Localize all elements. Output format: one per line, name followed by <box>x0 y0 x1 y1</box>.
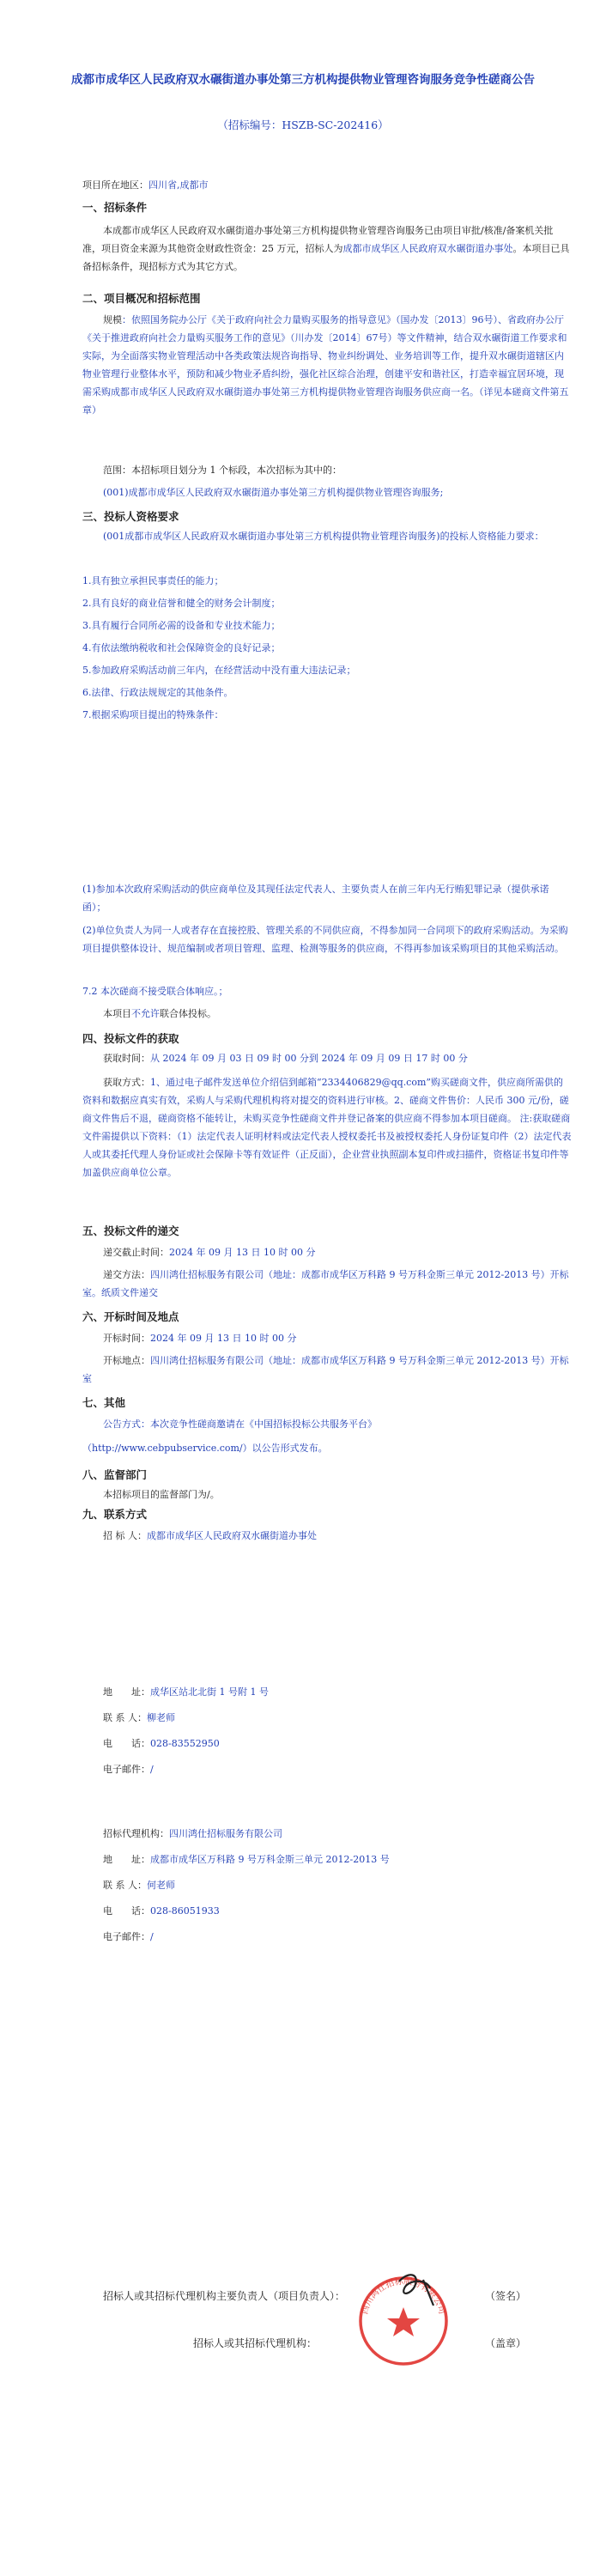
scale-text: ：依照国务院办公厅《关于政府向社会力量购买服务的指导意见》（国办发〔2013〕96号）、省政府办公厅《关于推进政府向社会力量购买服务工作的意见》（川办发〔2014〕67号）等文件精神，结合双水碾街道工作要求和实际，为全面落实物业管理活动中各类政策法规咨询指导、物业纠纷调处、业务培训等工作，提升双水碾街道辖区内物业管理行业整体水平，预防和减少物业矛盾纠纷，强化社区综合治理，创建平安和谐社区，打造幸福宜居环境，现需采购成都市成华区人民政府双水碾街道办事处第三方机构提供物业管理咨询服务供应商一名。（详见本磋商文件第五章） <box>82 314 569 416</box>
consortium-line <box>103 1005 216 1024</box>
obtain-method-label: 获取方式： <box>103 1077 150 1088</box>
tenderer-email <box>103 1760 154 1779</box>
agent-tel-label: 电 话： <box>103 1905 150 1917</box>
agent-tel-value: 028-86051933 <box>150 1905 220 1917</box>
agent-address <box>103 1850 390 1869</box>
agent-line <box>103 1825 282 1844</box>
section-3-heading: 三、投标人资格要求 <box>82 510 179 523</box>
company-seal-icon <box>348 2263 459 2374</box>
agent-addr-label: 地 址： <box>103 1854 150 1865</box>
req-item-2: 2.具有良好的商业信誉和健全的财务会计制度； <box>82 598 281 609</box>
special-req-2: (2)单位负责人为同一人或者存在直接控股、管理关系的不同供应商，不得参加同一合同项下的政府采购活动。为采购项目提供整体设计、规范编制或者项目管理、监理、检测等服务的供应商，不得再参加该采购项目的其他采购活动。 <box>82 925 568 954</box>
agent-email-value: / <box>150 1931 154 1942</box>
tenderer-value: 成都市成华区人民政府双水碾街道办事处 <box>147 1530 317 1541</box>
section-5-heading: 五、投标文件的递交 <box>82 1224 179 1237</box>
media-label: 公告方式 <box>103 1419 141 1430</box>
announce-media <box>103 1415 377 1434</box>
obtain-time <box>103 1049 468 1068</box>
tel-label: 电 话： <box>103 1738 150 1749</box>
media-text: ：本次竞争性磋商邀请在《中国招标投标公共服务平台》 <box>141 1419 377 1430</box>
tenderer-line <box>103 1527 317 1546</box>
agent-value: 四川鸿仕招标服务有限公司 <box>169 1828 282 1839</box>
section-2-lot: (001)成都市成华区人民政府双水碾街道办事处第三方机构提供物业管理咨询服务; <box>103 487 444 498</box>
signature-suffix: （签名） <box>485 2290 527 2302</box>
s1-body-c: 。本项目已具备招标条件，现招标方式为其它方式。 <box>82 243 570 272</box>
seal-line: 招标人或其招标代理机构： <box>193 2337 318 2349</box>
addr-label: 地 址： <box>103 1686 150 1698</box>
open-time-value: 2024 年 09 月 13 日 10 时 00 分 <box>150 1333 297 1344</box>
special-req-1: (1)参加本次政府采购活动的供应商单位及其现任法定代表人、主要负责人在前三年内无行贿犯罪记录（提供承诺函）； <box>82 884 549 913</box>
open-place <box>82 1352 572 1388</box>
obtain-method <box>82 1073 572 1182</box>
open-place-label: 开标地点： <box>103 1355 150 1366</box>
submit-deadline-value: 2024 年 09 月 13 日 10 时 00 分 <box>169 1247 316 1258</box>
consortium-a: 本项目 <box>103 1008 131 1019</box>
req-item-4: 4.有依法缴纳税收和社会保障资金的良好记录； <box>82 642 281 653</box>
section-2-scope: 范围：本招标项目划分为 1 个标段，本次招标为其中的： <box>103 465 342 476</box>
contact-value: 柳老师 <box>147 1712 175 1723</box>
tel-value: 028-83552950 <box>150 1738 220 1749</box>
addr-value: 成华区站北北街 1 号附 1 号 <box>150 1686 269 1698</box>
req-item-3: 3.具有履行合同所必需的设备和专业技术能力； <box>82 620 281 631</box>
email-value: / <box>150 1764 154 1775</box>
consortium-b: 不允许 <box>131 1008 160 1019</box>
open-time-label: 开标时间： <box>103 1333 150 1344</box>
tenderer-contact <box>103 1709 175 1728</box>
obtain-time-value: 从 2024 年 09 月 03 日 09 时 00 分到 2024 年 09 月 09 日 17 时 00 分 <box>150 1053 468 1064</box>
open-place-text: 四川鸿仕招标服务有限公司（地址：成都市成华区万科路 9 号万科金斯三单元 2012-2013 号）开标室 <box>82 1355 569 1384</box>
open-time <box>103 1329 296 1348</box>
req-item-5: 5.参加政府采购活动前三年内，在经营活动中没有重大违法记录； <box>82 665 356 676</box>
submit-deadline <box>103 1243 315 1262</box>
s1-tenderer: 成都市成华区人民政府双水碾街道办事处 <box>342 243 513 254</box>
tender-number: （招标编号：HSZB-SC-202416） <box>217 118 389 131</box>
req-item-7: 7.根据采购项目提出的特殊条件： <box>82 709 224 720</box>
supervisor-text: 本招标项目的监督部门为/。 <box>103 1489 220 1500</box>
agent-email-label: 电子邮件： <box>103 1931 150 1942</box>
section-1-body <box>82 222 572 276</box>
section-8-heading: 八、监督部门 <box>82 1468 148 1481</box>
submit-place-label: 递交方法： <box>103 1269 150 1280</box>
submit-place <box>82 1266 572 1302</box>
agent-contact <box>103 1876 175 1895</box>
agent-label: 招标代理机构： <box>103 1828 169 1839</box>
tenderer-address <box>103 1683 269 1702</box>
page-title: 成都市成华区人民政府双水碾街道办事处第三方机构提供物业管理咨询服务竞争性磋商公告 <box>71 73 535 87</box>
location-label: 项目所在地区： <box>82 179 148 191</box>
signature-line: 招标人或其招标代理机构主要负责人（项目负责人）： <box>103 2290 346 2302</box>
section-1-heading: 一、招标条件 <box>82 201 148 214</box>
special-req-3: 7.2 本次磋商不接受联合体响应。； <box>82 986 228 997</box>
obtain-method-text: 1、通过电子邮件发送单位介绍信到邮箱“2334406829@qq.com”购买磋商文件，供应商所需供的资料和数据应真实有效，采购人与采购代理机构将对提交的资料进行审核。2、磋商文件售价：人民币 300 元/份，磋商文件售后不退，磋商资格不能转让，未购买竞争性磋商文件并登记备案的供应商不得参加本项目磋商。 注:获取磋商文件需提供以下资料：（1）法定代表人证明材料或法定代表人授权委托书及被授权委托人身份证复印件（2）法定代表人或其委托代理人身份证或社会保障卡等有效证件（正反面），企业营业执照副本复印件或扫描件，资格证书复印件等加盖供应商单位公章。 <box>82 1077 572 1178</box>
email-label: 电子邮件： <box>103 1764 150 1775</box>
section-4-heading: 四、投标文件的获取 <box>82 1032 179 1045</box>
section-6-heading: 六、开标时间及地点 <box>82 1310 179 1323</box>
submit-deadline-label: 递交截止时间： <box>103 1247 169 1258</box>
agent-contact-label: 联 系 人： <box>103 1880 147 1891</box>
location-value: 四川省,成都市 <box>148 179 209 191</box>
s1-body-a: 本成都市成华区人民政府双水碾街道办事处第三方机构提供物业管理咨询服务已由项目审批/核准/备案机关批准，项目资金来源为其他资金财政性资金：25 万元，招标人为 <box>82 225 554 254</box>
agent-email <box>103 1928 154 1947</box>
section-2-scale <box>82 311 572 419</box>
contact-label: 联 系 人： <box>103 1712 147 1723</box>
tenderer-label: 招 标 人： <box>103 1530 147 1541</box>
seal-text: 四川鸿仕招标服务有限公司 <box>360 2276 447 2316</box>
lot-requirement: (001成都市成华区人民政府双水碾街道办事处第三方机构提供物业管理咨询服务)的投标人资格能力要求： <box>103 531 544 542</box>
announce-url[interactable]: （http://www.cebpubservice.com/）以公告形式发布。 <box>82 1443 328 1454</box>
req-item-6: 6.法律、行政法规规定的其他条件。 <box>82 687 233 698</box>
section-9-heading: 九、联系方式 <box>82 1508 148 1521</box>
consortium-c: 联合体投标。 <box>160 1008 216 1019</box>
scale-label: 规模 <box>103 314 122 325</box>
section-7-heading: 七、其他 <box>82 1396 126 1409</box>
req-item-1: 1.具有独立承担民事责任的能力； <box>82 575 224 586</box>
obtain-time-label: 获取时间： <box>103 1053 150 1064</box>
agent-tel <box>103 1902 220 1921</box>
submit-place-text: 四川鸿仕招标服务有限公司（地址：成都市成华区万科路 9 号万科金斯三单元 2012-2013 号）开标室。纸质文件递交 <box>82 1269 569 1298</box>
tenderer-tel <box>103 1735 220 1753</box>
agent-addr-value: 成都市成华区万科路 9 号万科金斯三单元 2012-2013 号 <box>150 1854 390 1865</box>
seal-suffix: （盖章） <box>485 2337 527 2349</box>
agent-contact-value: 何老师 <box>147 1880 175 1891</box>
project-location <box>82 176 572 194</box>
section-2-heading: 二、项目概况和招标范围 <box>82 292 201 305</box>
